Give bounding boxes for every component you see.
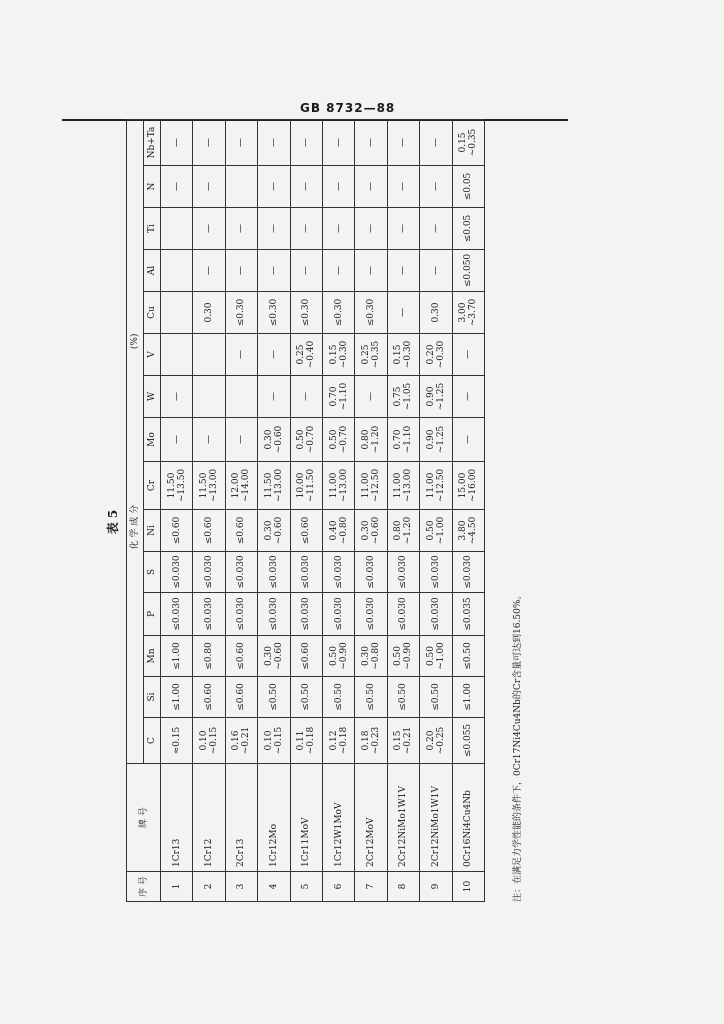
value-cell: ≤0.80 [193,636,225,677]
value-cell [161,334,193,376]
value-cell: ≤0.05 [452,208,484,250]
value-cell: — [355,166,387,208]
value-cell: — [258,119,290,165]
value-cell: 11.00 ~13.00 [387,462,419,510]
value-cell: — [355,376,387,418]
col-header-composition-group [127,119,144,763]
serial-cell: 3 [225,872,257,902]
value-cell: — [193,418,225,462]
value-cell [161,250,193,292]
value-cell: ≤0.60 [290,636,322,677]
value-cell: 0.30 ~0.60 [355,510,387,552]
value-cell: — [225,250,257,292]
value-cell: 0.50 ~0.90 [387,636,419,677]
value-cell: — [161,376,193,418]
value-cell: — [387,166,419,208]
table-row [290,119,322,901]
value-cell: ≤1.00 [161,677,193,718]
serial-cell: 7 [355,872,387,902]
table-title: 表 5 [106,509,120,535]
value-cell [161,208,193,250]
value-cell: — [258,208,290,250]
value-cell: ≤0.030 [225,552,257,593]
value-cell: ≤1.00 [452,677,484,718]
value-cell: ≤0.055 [452,718,484,764]
serial-cell: 1 [161,872,193,902]
value-cell: ≤1.00 [161,636,193,677]
value-cell: — [225,208,257,250]
value-cell: — [258,334,290,376]
grade-cell: 1Cr11MoV [290,764,322,872]
value-cell: 0.90 ~1.25 [420,376,452,418]
value-cell: — [355,208,387,250]
value-cell: — [225,418,257,462]
serial-cell: 9 [420,872,452,902]
value-cell: ≤0.30 [225,292,257,334]
value-cell: 0.18 ~0.23 [355,718,387,764]
serial-cell: 4 [258,872,290,902]
value-cell: 0.75 ~1.05 [387,376,419,418]
value-cell: — [387,292,419,334]
serial-cell: 6 [322,872,354,902]
value-cell: 0.70 ~1.10 [322,376,354,418]
value-cell: 0.25 ~0.35 [355,334,387,376]
serial-cell: 2 [193,872,225,902]
value-cell: 11.50 ~13.00 [193,462,225,510]
col-header-element: C [144,718,161,764]
value-cell: — [193,119,225,165]
value-cell: 0.30 ~0.60 [258,418,290,462]
value-cell: — [452,376,484,418]
value-cell: — [322,119,354,165]
grade-cell: 1Cr12Mo [258,764,290,872]
value-cell: — [290,376,322,418]
value-cell: 3.80 ~4.50 [452,510,484,552]
value-cell: 0.10 ~0.15 [193,718,225,764]
col-header-element: Si [144,677,161,718]
value-cell: — [258,250,290,292]
value-cell: 0.50 ~0.90 [322,636,354,677]
value-cell: — [322,166,354,208]
value-cell: ≤0.60 [193,677,225,718]
value-cell: ≤0.030 [387,593,419,636]
grade-cell: 2Cr13 [225,764,257,872]
value-cell: — [420,119,452,165]
value-cell: — [225,334,257,376]
value-cell: ≤0.030 [193,593,225,636]
value-cell: ≤0.60 [290,510,322,552]
value-cell: ≤0.030 [290,552,322,593]
value-cell: ≤0.60 [225,510,257,552]
value-cell: — [161,166,193,208]
value-cell: — [420,166,452,208]
value-cell: — [290,119,322,165]
value-cell: ≤0.50 [420,677,452,718]
col-header-element: V [144,334,161,376]
value-cell: — [161,119,193,165]
value-cell: — [452,418,484,462]
value-cell: — [258,376,290,418]
value-cell: 0.11 ~0.18 [290,718,322,764]
value-cell: 0.15 ~0.35 [452,119,484,165]
value-cell: 11.50 ~13.50 [161,462,193,510]
value-cell: ≤0.030 [322,552,354,593]
grade-cell: 1Cr12 [193,764,225,872]
value-cell: ≤0.030 [420,552,452,593]
grade-cell: 0Cr16Ni4Cu4Nb [452,764,484,872]
table-row [258,119,290,901]
table-note: 注：在满足力学性能的条件下，0Cr17Ni4Cu4Nb的Cr含量可达到16.50%。 [513,590,523,902]
table-row [355,119,387,901]
value-cell: ≤0.030 [452,552,484,593]
value-cell: ≤0.030 [355,552,387,593]
rotated-table-page [104,126,524,902]
grade-cell: 2Cr12NiMo1W1V [420,764,452,872]
value-cell: — [290,250,322,292]
value-cell: ≤0.50 [452,636,484,677]
value-cell: 0.70 ~1.10 [387,418,419,462]
value-cell [225,166,257,208]
value-cell: 0.80 ~1.20 [355,418,387,462]
value-cell: ≤0.030 [355,593,387,636]
value-cell: 11.50 ~13.00 [258,462,290,510]
value-cell [193,376,225,418]
col-header-element: Mn [144,636,161,677]
value-cell: ≤0.60 [225,636,257,677]
value-cell: 0.15 ~0.21 [387,718,419,764]
value-cell: ≤0.30 [258,292,290,334]
value-cell: 10.00 ~11.50 [290,462,322,510]
value-cell: — [193,208,225,250]
table-row [452,119,484,901]
value-cell: 0.30 ~0.80 [355,636,387,677]
value-cell: ≤0.030 [258,552,290,593]
value-cell: — [420,208,452,250]
value-cell: ≤0.30 [290,292,322,334]
value-cell: 0.90 ~1.25 [420,418,452,462]
serial-cell: 8 [387,872,419,902]
value-cell: — [225,119,257,165]
value-cell: — [355,250,387,292]
value-cell: ≤0.030 [420,593,452,636]
value-cell: 0.16 ~0.21 [225,718,257,764]
value-cell: ≤0.30 [322,292,354,334]
value-cell: ≤0.030 [161,552,193,593]
table-body [161,119,485,901]
value-cell: — [322,208,354,250]
composition-table [126,119,485,902]
value-cell: 0.80 ~1.20 [387,510,419,552]
value-cell [225,376,257,418]
value-cell: 11.00 ~12.50 [355,462,387,510]
value-cell: ≤0.030 [290,593,322,636]
value-cell: — [193,250,225,292]
grade-cell: 1Cr13 [161,764,193,872]
col-header-grade: 牌 号 [127,764,161,872]
value-cell: ≤0.60 [193,510,225,552]
value-cell: 0.30 ~0.60 [258,510,290,552]
value-cell: — [322,250,354,292]
value-cell: 0.30 ~0.60 [258,636,290,677]
header-row-1 [127,119,144,901]
value-cell: 0.20 ~0.25 [420,718,452,764]
value-cell: ≤0.05 [452,166,484,208]
table-row [225,119,257,901]
composition-group-label: 化 学 成 分 [130,504,140,550]
value-cell: ≤0.60 [161,510,193,552]
value-cell: — [452,334,484,376]
value-cell [193,334,225,376]
document-code: GB 8732—88 [300,101,396,115]
table-row [322,119,354,901]
grade-cell: 2Cr12NiMo1W1V [387,764,419,872]
col-header-element: P [144,593,161,636]
table-row [161,119,193,901]
value-cell: ≤0.030 [258,593,290,636]
value-cell: 12.00 ~14.00 [225,462,257,510]
col-header-serial: 序 号 [127,872,161,902]
table-row [193,119,225,901]
value-cell: 0.50 ~1.00 [420,510,452,552]
value-cell: 0.40 ~0.80 [322,510,354,552]
value-cell: ≤0.030 [387,552,419,593]
grade-cell: 2Cr12MoV [355,764,387,872]
value-cell: ≤0.030 [225,593,257,636]
value-cell: 0.15 ~0.30 [322,334,354,376]
value-cell: 0.12 ~0.18 [322,718,354,764]
value-cell: — [193,166,225,208]
value-cell: — [420,250,452,292]
value-cell: 0.30 [420,292,452,334]
value-cell: — [355,119,387,165]
grade-cell: 1Cr12W1MoV [322,764,354,872]
col-header-element: W [144,376,161,418]
value-cell: 0.20 ~0.30 [420,334,452,376]
col-header-element: S [144,552,161,593]
col-header-element: Cu [144,292,161,334]
value-cell: ≤0.50 [355,677,387,718]
value-cell: ≤0.50 [322,677,354,718]
value-cell: — [258,166,290,208]
col-header-element: Nb+Ta [144,119,161,165]
col-header-element: Ti [144,208,161,250]
table-row [420,119,452,901]
table-row [387,119,419,901]
col-header-element: N [144,166,161,208]
value-cell: ≤0.030 [322,593,354,636]
value-cell: ≤0.60 [225,677,257,718]
value-cell: ≈0.15 [161,718,193,764]
value-cell: ≤0.030 [161,593,193,636]
value-cell: ≤0.050 [452,250,484,292]
value-cell [161,292,193,334]
value-cell: ≤0.50 [290,677,322,718]
composition-unit: (%) [130,333,140,350]
value-cell: — [290,208,322,250]
value-cell: 11.00 ~12.50 [420,462,452,510]
value-cell: 0.50 ~0.70 [322,418,354,462]
col-header-element: Ni [144,510,161,552]
col-header-element: Al [144,250,161,292]
value-cell: 11.00 ~13.00 [322,462,354,510]
value-cell: 15.00 ~16.00 [452,462,484,510]
serial-cell: 10 [452,872,484,902]
value-cell: 0.50 ~0.70 [290,418,322,462]
value-cell: 0.10 ~0.15 [258,718,290,764]
value-cell: ≤0.30 [355,292,387,334]
value-cell: 0.15 ~0.30 [387,334,419,376]
value-cell: — [387,250,419,292]
value-cell: — [161,418,193,462]
value-cell: 0.30 [193,292,225,334]
value-cell: 0.25 ~0.40 [290,334,322,376]
value-cell: ≤0.50 [258,677,290,718]
serial-cell: 5 [290,872,322,902]
value-cell: ≤0.50 [387,677,419,718]
value-cell: 0.50 ~1.00 [420,636,452,677]
col-header-element: Cr [144,462,161,510]
col-header-element: Mo [144,418,161,462]
value-cell: — [387,208,419,250]
value-cell: ≤0.030 [193,552,225,593]
value-cell: — [290,166,322,208]
value-cell: ≤0.035 [452,593,484,636]
value-cell: — [387,119,419,165]
value-cell: 3.00 ~3.70 [452,292,484,334]
